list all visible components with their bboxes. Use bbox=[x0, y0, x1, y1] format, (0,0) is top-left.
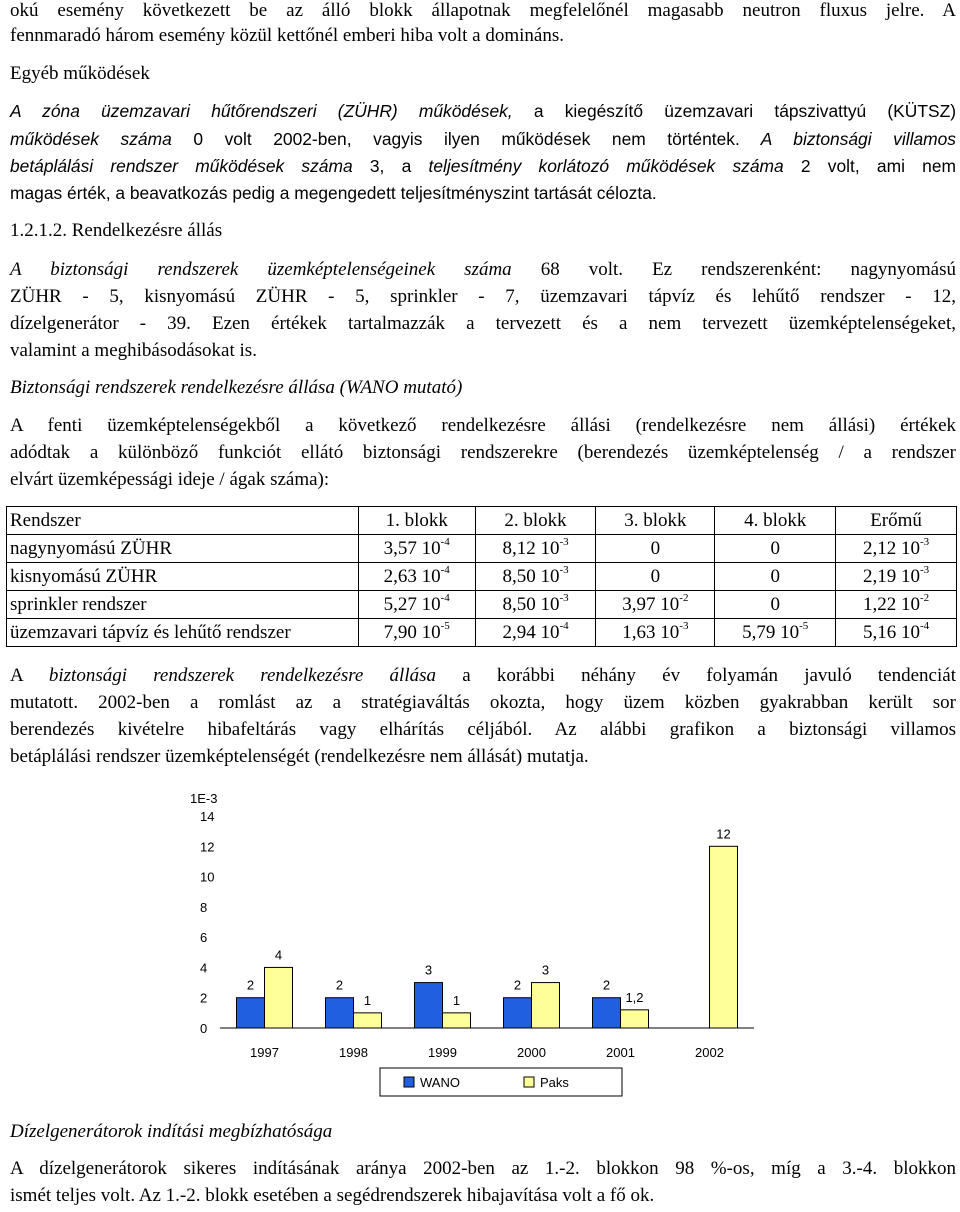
table-cell bbox=[475, 619, 596, 647]
text-line: dízelgenerátor - 39. Ezen értékek tartalmazzák a tervezett és a nem tervezett üzemképtelenségeket, bbox=[10, 313, 956, 334]
cell-base: 10 bbox=[900, 621, 920, 643]
cell-exponent: -3 bbox=[559, 536, 569, 549]
data-label: 3 bbox=[541, 962, 550, 978]
table-cell bbox=[358, 619, 475, 647]
table-cell bbox=[596, 563, 715, 591]
legend-swatch bbox=[524, 1077, 534, 1087]
italic-text: A biztonsági villamos bbox=[739, 129, 956, 149]
cell-base: 10 bbox=[660, 593, 680, 615]
cell-exponent: -3 bbox=[679, 620, 689, 633]
italic-text: biztonsági rendszerek rendelkezésre állása bbox=[48, 665, 436, 686]
table-cell bbox=[358, 563, 475, 591]
text-line: adódtak a különböző funkciót ellátó biztonsági rendszerekre (berendezés üzemképtelenség / a rendszer bbox=[10, 442, 956, 463]
cell-base: 10 bbox=[540, 621, 560, 643]
cell-mantissa: 1,22 bbox=[862, 593, 897, 615]
cell-base: 10 bbox=[540, 537, 560, 559]
cell-mantissa: 5,79 bbox=[742, 621, 776, 643]
cell-mantissa: 5,27 bbox=[383, 593, 417, 615]
cell-mantissa: 8,50 bbox=[502, 565, 536, 587]
paks-bar bbox=[532, 983, 560, 1028]
cell-base: 10 bbox=[780, 621, 800, 643]
paks-bar bbox=[354, 1013, 382, 1028]
y-tick-label: 12 bbox=[200, 839, 215, 855]
y-tick-label: 8 bbox=[200, 899, 208, 915]
wano-bar bbox=[326, 998, 354, 1028]
cell-exponent: -4 bbox=[559, 620, 569, 633]
y-tick-label: 14 bbox=[200, 809, 215, 824]
cell-exponent: -3 bbox=[559, 592, 569, 605]
cell-mantissa: 3,97 bbox=[622, 593, 656, 615]
table-cell bbox=[836, 591, 957, 619]
text-span: 3, a bbox=[352, 156, 429, 176]
table-row bbox=[7, 591, 957, 619]
italic-text: működések száma bbox=[10, 129, 172, 149]
table-row bbox=[7, 619, 957, 647]
text-line: mutatott. 2002-ben a romlást az a stratégiaváltás okozta, hogy üzem közben gyakrabban került sor bbox=[10, 692, 956, 713]
x-tick-label: 1999 bbox=[428, 1045, 457, 1060]
table-cell bbox=[596, 535, 715, 563]
cell-mantissa: 2,63 bbox=[383, 565, 417, 587]
cell-exponent: -4 bbox=[440, 564, 450, 577]
x-tick-label: 2000 bbox=[517, 1045, 546, 1060]
cell-base: 10 bbox=[900, 593, 920, 615]
table-cell bbox=[836, 535, 957, 563]
cell-mantissa: 3,57 bbox=[383, 537, 417, 559]
table-header-cell: 3. blokk bbox=[596, 507, 715, 535]
text-span: 68 volt. Ez rendszerenként: nagynyomású bbox=[511, 259, 956, 280]
text-line: betáplálási rendszer üzemképtelenségét (rendelkezésre nem állását) mutatja. bbox=[10, 746, 589, 767]
wano-bar bbox=[237, 998, 265, 1028]
table-header-cell: 4. blokk bbox=[715, 507, 836, 535]
table-row bbox=[7, 535, 957, 563]
cell-base: 10 bbox=[421, 621, 441, 643]
cell-base: 10 bbox=[421, 537, 441, 559]
cell-mantissa: 0 bbox=[770, 537, 780, 559]
data-label: 2 bbox=[513, 977, 522, 993]
paks-bar bbox=[443, 1013, 471, 1028]
table-row-label: üzemzavari tápvíz és lehűtő rendszer bbox=[7, 619, 359, 647]
cell-mantissa: 2,12 bbox=[862, 537, 897, 559]
cell-mantissa: 0 bbox=[650, 565, 661, 587]
cell-exponent: -5 bbox=[799, 620, 809, 633]
data-label: 2 bbox=[246, 977, 255, 993]
legend-label: Paks bbox=[540, 1075, 569, 1090]
cell-exponent: -3 bbox=[919, 536, 930, 549]
italic-text: A zóna üzemzavari hűtőrendszeri (ZÜHR) működések, bbox=[10, 101, 513, 121]
cell-base: 10 bbox=[540, 565, 560, 587]
section-heading: Egyéb működések bbox=[10, 63, 150, 84]
wano-bar bbox=[593, 998, 621, 1028]
text-line: A dízelgenerátorok sikeres indításának aránya 2002-ben az 1.-2. blokkon 98 %-os, míg a 3.-4. blokkon bbox=[10, 1158, 956, 1179]
paks-bar bbox=[265, 967, 293, 1028]
text-line bbox=[10, 128, 956, 150]
cell-mantissa: 0 bbox=[770, 565, 780, 587]
italic-text: betáplálási rendszer működések száma bbox=[10, 156, 353, 176]
availability-table bbox=[6, 506, 957, 647]
table-cell bbox=[596, 619, 715, 647]
data-label: 2 bbox=[602, 977, 611, 993]
section-heading: Dízelgenerátorok indítási megbízhatósága bbox=[10, 1121, 333, 1142]
text-span: A bbox=[10, 665, 49, 686]
table-row-label: sprinkler rendszer bbox=[7, 591, 359, 619]
table-cell bbox=[715, 619, 836, 647]
cell-mantissa: 2,19 bbox=[862, 565, 897, 587]
section-heading: 1.2.1.2. Rendelkezésre állás bbox=[10, 220, 223, 241]
legend-label: WANO bbox=[420, 1075, 460, 1090]
data-label: 1,2 bbox=[625, 989, 644, 1005]
text-span: 2 volt, ami nem bbox=[783, 156, 957, 176]
x-tick-label: 2002 bbox=[695, 1045, 724, 1060]
cell-base: 10 bbox=[540, 593, 560, 615]
cell-base: 10 bbox=[900, 537, 920, 559]
table-row-label: kisnyomású ZÜHR bbox=[7, 563, 359, 591]
cell-mantissa: 0 bbox=[770, 593, 780, 615]
legend-swatch bbox=[404, 1077, 414, 1087]
x-tick-label: 1998 bbox=[339, 1045, 368, 1060]
text-line bbox=[10, 100, 956, 122]
cell-exponent: -2 bbox=[919, 592, 930, 605]
chart-legend bbox=[380, 1068, 622, 1096]
table-header-cell: Rendszer bbox=[7, 507, 359, 535]
table-header-cell: Erőmű bbox=[836, 507, 957, 535]
availability-bar-chart bbox=[170, 786, 790, 1102]
text-line: berendezés kivételre hibafeltárás vagy elhárítás céljából. Az alábbi grafikon a biztonsági villamos bbox=[10, 719, 956, 740]
text-line bbox=[10, 155, 956, 177]
table-cell bbox=[836, 563, 957, 591]
italic-text: A biztonsági rendszerek üzemképtelenségeinek száma bbox=[10, 259, 512, 280]
cell-base: 10 bbox=[421, 565, 441, 587]
text-line: ismét teljes volt. Az 1.-2. blokk esetében a segédrendszerek hibajavítása volt a fő ok. bbox=[10, 1185, 655, 1206]
text-line: elvárt üzemképessági ideje / ágak száma): bbox=[10, 469, 330, 490]
text-line bbox=[10, 665, 956, 687]
cell-mantissa: 1,63 bbox=[622, 621, 656, 643]
cell-exponent: -3 bbox=[919, 564, 930, 577]
table-header-cell: 1. blokk bbox=[358, 507, 475, 535]
data-label: 1 bbox=[363, 992, 372, 1008]
cell-mantissa: 2,94 bbox=[502, 621, 536, 643]
text-span: 0 volt 2002-ben, vagyis ilyen működések nem történtek. bbox=[171, 129, 740, 149]
table-cell bbox=[836, 619, 957, 647]
text-span: a kiegészítő üzemzavari tápszivattyú (KÜTSZ) bbox=[512, 101, 956, 121]
text-line bbox=[10, 259, 956, 281]
table-cell bbox=[475, 591, 596, 619]
table-header-cell: 2. blokk bbox=[475, 507, 596, 535]
cell-exponent: -3 bbox=[559, 564, 569, 577]
y-tick-label: 4 bbox=[200, 960, 208, 976]
x-tick-label: 1997 bbox=[250, 1045, 279, 1060]
y-tick-label: 0 bbox=[200, 1021, 208, 1036]
text-line: fennmaradó három esemény közül kettőnél emberi hiba volt a domináns. bbox=[10, 25, 564, 46]
table-cell bbox=[715, 535, 836, 563]
cell-base: 10 bbox=[421, 593, 441, 615]
cell-mantissa: 7,90 bbox=[383, 621, 417, 643]
table-cell bbox=[596, 591, 715, 619]
y-tick-label: 2 bbox=[200, 990, 208, 1006]
cell-mantissa: 8,12 bbox=[502, 537, 536, 559]
text-line: A fenti üzemképtelenségekből a következő rendelkezésre állási (rendelkezésre nem állási) értékek bbox=[10, 415, 956, 436]
table-cell bbox=[475, 535, 596, 563]
chart-unit-label: 1E-3 bbox=[190, 791, 218, 806]
table-row-label: nagynyomású ZÜHR bbox=[7, 535, 359, 563]
cell-base: 10 bbox=[660, 621, 680, 643]
paks-bar bbox=[621, 1010, 649, 1028]
data-label: 3 bbox=[424, 962, 433, 978]
table-cell bbox=[358, 591, 475, 619]
text-line: magas érték, a beavatkozás pedig a megengedett teljesítményszint tartását célozta. bbox=[10, 183, 657, 203]
cell-exponent: -4 bbox=[440, 592, 450, 605]
cell-exponent: -2 bbox=[679, 592, 689, 605]
table-cell bbox=[715, 591, 836, 619]
text-line: ZÜHR - 5, kisnyomású ZÜHR - 5, sprinkler - 7, üzemzavari tápvíz és lehűtő rendszer - 12, bbox=[10, 286, 956, 307]
cell-mantissa: 0 bbox=[650, 537, 661, 559]
cell-base: 10 bbox=[900, 565, 920, 587]
text-line: okú esemény következett be az álló blokk állapotnak megfelelőnél magasabb neutron fluxus jelre. A bbox=[10, 0, 956, 21]
paks-bar bbox=[710, 846, 738, 1028]
table-cell bbox=[475, 563, 596, 591]
x-tick-label: 2001 bbox=[606, 1045, 635, 1060]
data-label: 2 bbox=[335, 977, 344, 993]
cell-mantissa: 5,16 bbox=[862, 621, 897, 643]
table-cell bbox=[358, 535, 475, 563]
wano-bar bbox=[415, 983, 443, 1028]
table-cell bbox=[715, 563, 836, 591]
y-tick-label: 6 bbox=[200, 930, 208, 946]
section-heading: Biztonsági rendszerek rendelkezésre állása (WANO mutató) bbox=[10, 377, 463, 398]
cell-mantissa: 8,50 bbox=[502, 593, 536, 615]
data-label: 12 bbox=[716, 826, 731, 842]
y-tick-label: 10 bbox=[200, 869, 215, 885]
wano-bar bbox=[504, 998, 532, 1028]
cell-exponent: -4 bbox=[919, 620, 930, 633]
text-span: a korábbi néhány év folyamán javuló tendenciát bbox=[436, 665, 956, 686]
data-label: 4 bbox=[274, 947, 283, 963]
table-header-row bbox=[7, 507, 957, 535]
cell-exponent: -5 bbox=[440, 620, 450, 633]
italic-text: teljesítmény korlátozó működések száma bbox=[428, 156, 784, 176]
table-row bbox=[7, 563, 957, 591]
cell-exponent: -4 bbox=[440, 536, 450, 549]
data-label: 1 bbox=[452, 992, 461, 1008]
text-line: valamint a meghibásodásokat is. bbox=[10, 340, 257, 361]
